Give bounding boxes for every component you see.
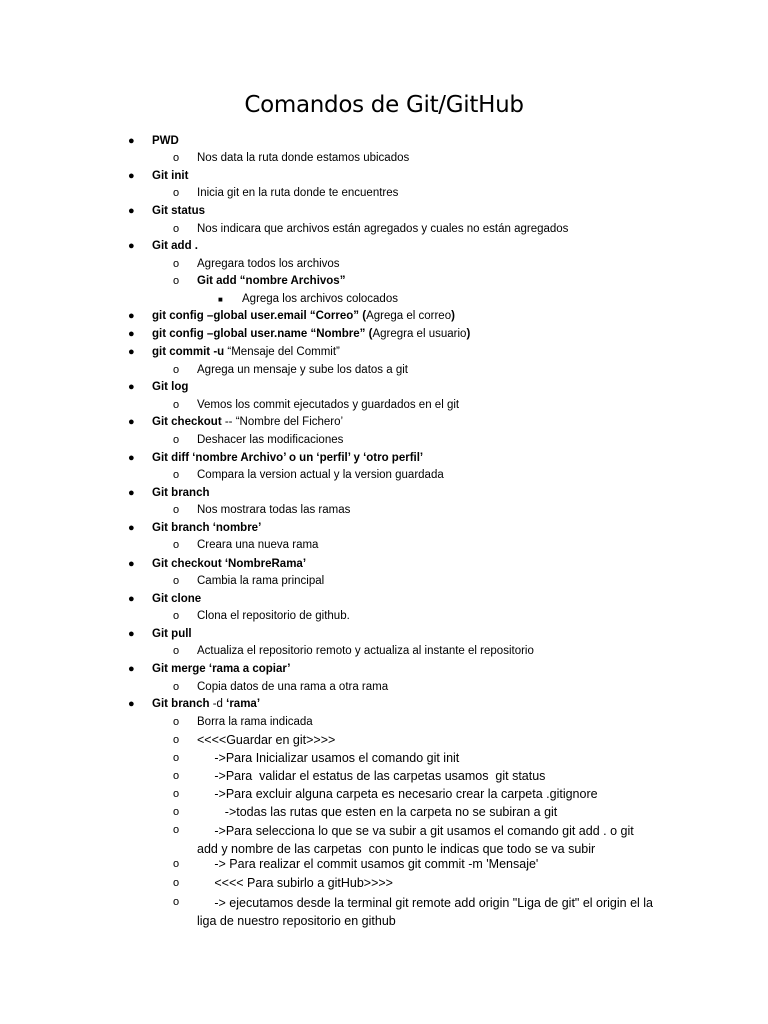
- bullet-icon: ●: [128, 328, 135, 340]
- list-item-text: [197, 822, 657, 858]
- description-text: Agregra el usuario: [372, 328, 467, 340]
- description-text: Agrega los archivos colocados: [242, 293, 398, 305]
- list-item-text: [152, 344, 340, 361]
- list-item-text: [152, 556, 306, 573]
- bullet-icon: ●: [128, 487, 135, 499]
- command-suffix: ): [451, 310, 455, 322]
- description-text: Agrega el correo: [366, 310, 452, 322]
- circle-bullet-icon: o: [173, 806, 180, 818]
- list-item-text: [152, 661, 290, 678]
- list-item-text: [197, 786, 598, 803]
- description-text: -> Para realizar el commit usamos git commit -m 'Mensaje': [197, 857, 539, 871]
- list-item-text: [197, 894, 657, 930]
- circle-bullet-icon: o: [173, 258, 180, 270]
- command-text: git commit -u: [152, 346, 225, 358]
- bullet-icon: ●: [128, 240, 135, 252]
- command-text: Git branch: [152, 487, 210, 499]
- description-text: Compara la version actual y la version guardada: [197, 469, 444, 481]
- description-text: ->todas las rutas que esten en la carpeta no se subiran a git: [197, 805, 558, 819]
- description-text: Agregara todos los archivos: [197, 258, 340, 270]
- circle-bullet-icon: o: [173, 858, 180, 870]
- description-text: Inicia git en la ruta donde te encuentres: [197, 187, 399, 199]
- list-item-text: [197, 573, 324, 590]
- command-suffix: ‘rama’: [226, 698, 261, 710]
- description-text: ->Para validar el estatus de las carpetas usamos git status: [197, 769, 546, 783]
- circle-bullet-icon: o: [173, 770, 180, 782]
- command-text: Git diff ‘nombre Archivo’ o un ‘perfil’ y ‘otro perfil’: [152, 452, 424, 464]
- description-text: Cambia la rama principal: [197, 575, 325, 587]
- list-item-text: [197, 397, 459, 414]
- list-item-text: [197, 537, 318, 554]
- command-text: git config –global user.name “Nombre” (: [152, 328, 373, 340]
- list-item-text: [152, 326, 470, 343]
- list-item-text: [152, 591, 201, 608]
- command-text: Git status: [152, 205, 206, 217]
- circle-bullet-icon: o: [173, 152, 180, 164]
- list-item-text: [197, 256, 340, 273]
- circle-bullet-icon: o: [173, 734, 180, 746]
- command-text: Git add “nombre Archivos”: [197, 275, 346, 287]
- circle-bullet-icon: o: [173, 788, 180, 800]
- command-text: Git add .: [152, 240, 198, 252]
- bullet-icon: ●: [128, 593, 135, 605]
- description-text: ->Para Inicializar usamos el comando git init: [197, 751, 460, 765]
- command-text: git config –global user.email “Correo” (: [152, 310, 367, 322]
- command-text: Git checkout ‘NombreRama’: [152, 558, 307, 570]
- list-item-text: [197, 768, 545, 785]
- command-text: Git log: [152, 381, 189, 393]
- bullet-icon: ●: [128, 628, 135, 640]
- bullet-icon: ●: [128, 381, 135, 393]
- list-item-text: [152, 414, 343, 431]
- list-item-text: [197, 608, 350, 625]
- list-item-text: [197, 185, 398, 202]
- list-item-text: [197, 221, 568, 238]
- circle-bullet-icon: o: [173, 399, 180, 411]
- description-text: ->Para selecciona lo que se va subir a git usamos el comando git add . o git add y nombre de las carpetas con punto le indicas que todo se va subir: [197, 824, 638, 856]
- description-text: Agrega un mensaje y sube los datos a git: [197, 364, 408, 376]
- bullet-icon: ●: [128, 522, 135, 534]
- description-text: Nos indicara que archivos están agregados y cuales no están agregados: [197, 223, 569, 235]
- circle-bullet-icon: o: [173, 610, 180, 622]
- list-item-text: [197, 732, 335, 749]
- circle-bullet-icon: o: [173, 187, 180, 199]
- bullet-icon: ●: [128, 135, 135, 147]
- circle-bullet-icon: o: [173, 716, 180, 728]
- circle-bullet-icon: o: [173, 223, 180, 235]
- command-suffix: ): [466, 328, 471, 340]
- list-item-text: [197, 273, 345, 290]
- circle-bullet-icon: o: [173, 681, 180, 693]
- description-text: Nos data la ruta donde estamos ubicados: [197, 152, 410, 164]
- description-text: ->Para excluir alguna carpeta es necesario crear la carpeta .gitignore: [197, 787, 598, 801]
- bullet-icon: ●: [128, 416, 135, 428]
- circle-bullet-icon: o: [173, 877, 180, 889]
- square-bullet-icon: ■: [218, 295, 223, 304]
- description-text: Deshacer las modificaciones: [197, 434, 344, 446]
- list-item-text: [197, 502, 350, 519]
- command-text: Git branch: [152, 698, 210, 710]
- bullet-icon: ●: [128, 558, 135, 570]
- circle-bullet-icon: o: [173, 539, 180, 551]
- command-text: Git pull: [152, 628, 192, 640]
- list-item-text: [152, 450, 423, 467]
- list-item-text: [197, 467, 444, 484]
- command-text: Git checkout: [152, 416, 222, 428]
- list-item-text: [152, 133, 179, 150]
- bullet-icon: ●: [128, 310, 135, 322]
- bullet-icon: ●: [128, 346, 135, 358]
- bullet-icon: ●: [128, 452, 135, 464]
- description-text: Vemos los commit ejecutados y guardados en el git: [197, 399, 460, 411]
- description-text: Nos mostrara todas las ramas: [197, 504, 351, 516]
- circle-bullet-icon: o: [173, 469, 180, 481]
- command-text: Git branch ‘nombre’: [152, 522, 262, 534]
- list-item-text: [197, 875, 393, 892]
- command-text: Git init: [152, 170, 189, 182]
- list-item-text: [152, 308, 455, 325]
- list-item-text: [152, 485, 210, 502]
- description-text: -- “Nombre del Fichero’: [221, 416, 344, 428]
- description-text: -> ejecutamos desde la terminal git remote add origin "Liga de git" el origin el la liga de nuestro repositorio en github: [197, 896, 657, 928]
- bullet-icon: ●: [128, 698, 135, 710]
- description-text: Clona el repositorio de github.: [197, 610, 350, 622]
- description-text: Actualiza el repositorio remoto y actualiza al instante el repositorio: [197, 645, 534, 657]
- page-title: Comandos de Git/GitHub: [244, 92, 524, 118]
- list-item-text: [152, 238, 198, 255]
- circle-bullet-icon: o: [173, 364, 180, 376]
- description-text: <<<<Guardar en git>>>>: [197, 733, 336, 747]
- command-text: PWD: [152, 135, 179, 147]
- list-item-text: [197, 856, 538, 873]
- circle-bullet-icon: o: [173, 434, 180, 446]
- list-item-text: [197, 362, 408, 379]
- command-text: Git merge ‘rama a copiar’: [152, 663, 291, 675]
- list-item-text: [197, 150, 409, 167]
- list-item-text: [197, 643, 534, 660]
- circle-bullet-icon: o: [173, 896, 180, 908]
- list-item-text: [152, 696, 260, 713]
- description-text: -d: [209, 698, 227, 710]
- command-text: Git clone: [152, 593, 202, 605]
- list-item-text: [152, 520, 261, 537]
- circle-bullet-icon: o: [173, 752, 180, 764]
- circle-bullet-icon: o: [173, 575, 180, 587]
- description-text: Copia datos de una rama a otra rama: [197, 681, 389, 693]
- circle-bullet-icon: o: [173, 824, 180, 836]
- circle-bullet-icon: o: [173, 275, 180, 287]
- description-text: Borra la rama indicada: [197, 716, 313, 728]
- description-text: “Mensaje del Commit”: [224, 346, 340, 358]
- list-item-text: [152, 203, 205, 220]
- list-item-text: [197, 679, 388, 696]
- list-item-text: [197, 804, 557, 821]
- description-text: <<<< Para subirlo a gitHub>>>>: [197, 876, 393, 890]
- circle-bullet-icon: o: [173, 504, 180, 516]
- list-item-text: [152, 168, 188, 185]
- bullet-icon: ●: [128, 170, 135, 182]
- list-item-text: [242, 291, 398, 308]
- list-item-text: [152, 626, 192, 643]
- circle-bullet-icon: o: [173, 645, 180, 657]
- list-item-text: [197, 432, 343, 449]
- list-item-text: [197, 750, 459, 767]
- list-item-text: [197, 714, 313, 731]
- description-text: Creara una nueva rama: [197, 539, 319, 551]
- bullet-icon: ●: [128, 663, 135, 675]
- bullet-icon: ●: [128, 205, 135, 217]
- list-item-text: [152, 379, 188, 396]
